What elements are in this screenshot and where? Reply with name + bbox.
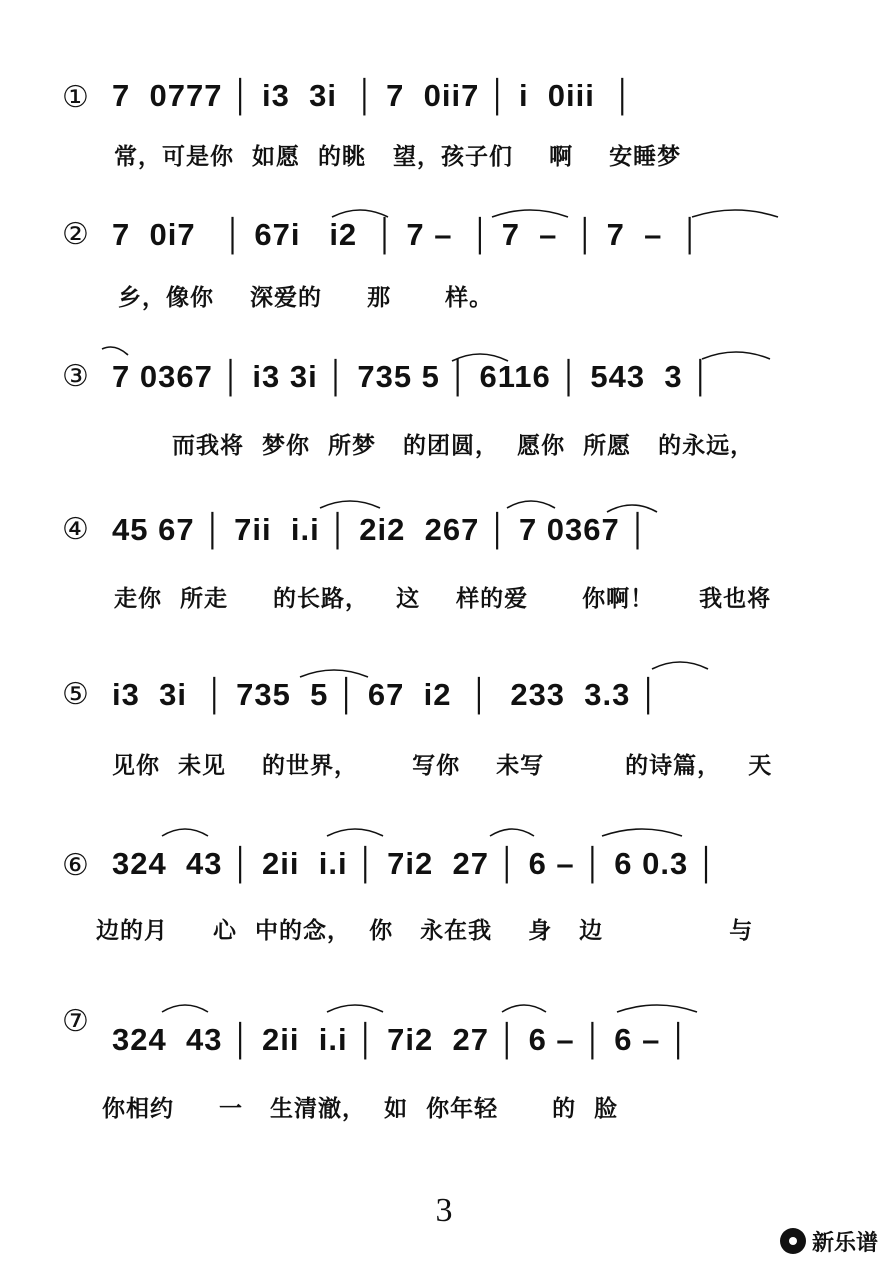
slur-mark xyxy=(700,347,772,361)
slur-mark xyxy=(505,496,557,510)
line-marker: ① xyxy=(62,80,89,115)
lyrics-line: 见你 未见 的世界， 写你 未写 的诗篇， 天 xyxy=(112,753,773,779)
lyrics-line: 常，可是你 如愿 的眺 望，孩子们 啊 安睡梦 xyxy=(114,144,682,170)
line-marker: ③ xyxy=(62,359,89,394)
slur-mark xyxy=(500,1000,548,1014)
slur-mark xyxy=(600,824,684,838)
site-logo xyxy=(778,1226,878,1256)
logo-text: 新乐谱 xyxy=(811,1230,878,1256)
notation-line: i3 3i │ 735 5 │ 67 i2 │ 233 3.3 │ xyxy=(112,677,661,712)
slur-mark xyxy=(318,496,382,510)
slur-mark xyxy=(488,824,536,838)
slur-mark xyxy=(325,1000,385,1014)
notation-line: 324 43 │ 2ii i.i │ 7i2 27 │ 6 – │ 6 0.3 │ xyxy=(112,846,719,881)
line-marker: ② xyxy=(62,217,89,252)
slur-mark xyxy=(690,205,780,219)
lyrics-line: 你相约 一 生清澈， 如 你年轻 的 脸 xyxy=(102,1096,619,1122)
lyrics-line: 而我将 梦你 所梦 的团圆， 愿你 所愿 的永远， xyxy=(172,433,755,459)
notation-line: 7 0777 │ i3 3i │ 7 0ii7 │ i 0iii │ xyxy=(112,78,635,113)
slur-mark xyxy=(650,657,710,671)
slur-mark xyxy=(100,345,130,359)
line-marker: ④ xyxy=(62,512,89,547)
slur-mark xyxy=(490,205,570,219)
slur-mark xyxy=(160,824,210,838)
notation-line: 324 43 │ 2ii i.i │ 7i2 27 │ 6 – │ 6 – │ xyxy=(112,1022,691,1057)
slur-mark xyxy=(330,205,390,219)
slur-mark xyxy=(298,665,370,679)
lyrics-line: 走你 所走 的长路， 这 样的爱 你啊！ 我也将 xyxy=(114,586,772,612)
slur-mark xyxy=(605,500,659,514)
line-marker: ⑤ xyxy=(62,677,89,712)
lyrics-line: 边的月 心 中的念， 你 永在我 身 边 与 xyxy=(96,918,754,944)
line-marker: ⑦ xyxy=(62,1004,89,1039)
notation-line: 7 0367 │ i3 3i │ 735 5 │ 6116 │ 543 3 │ xyxy=(112,359,713,394)
slur-mark xyxy=(450,349,510,363)
notation-line: 7 0i7 │ 67i i2 │ 7 – │ 7 – │ 7 – │ xyxy=(112,217,702,252)
line-marker: ⑥ xyxy=(62,848,89,883)
slur-mark xyxy=(160,1000,210,1014)
notation-line: 45 67 │ 7ii i.i │ 2i2 267 │ 7 0367 │ xyxy=(112,512,650,547)
music-disc-icon xyxy=(778,1226,808,1256)
slur-mark xyxy=(325,824,385,838)
slur-mark xyxy=(615,1000,699,1014)
lyrics-line: 乡，像你 深爱的 那 样。 xyxy=(118,285,494,311)
page-number: 3 xyxy=(435,1192,453,1229)
